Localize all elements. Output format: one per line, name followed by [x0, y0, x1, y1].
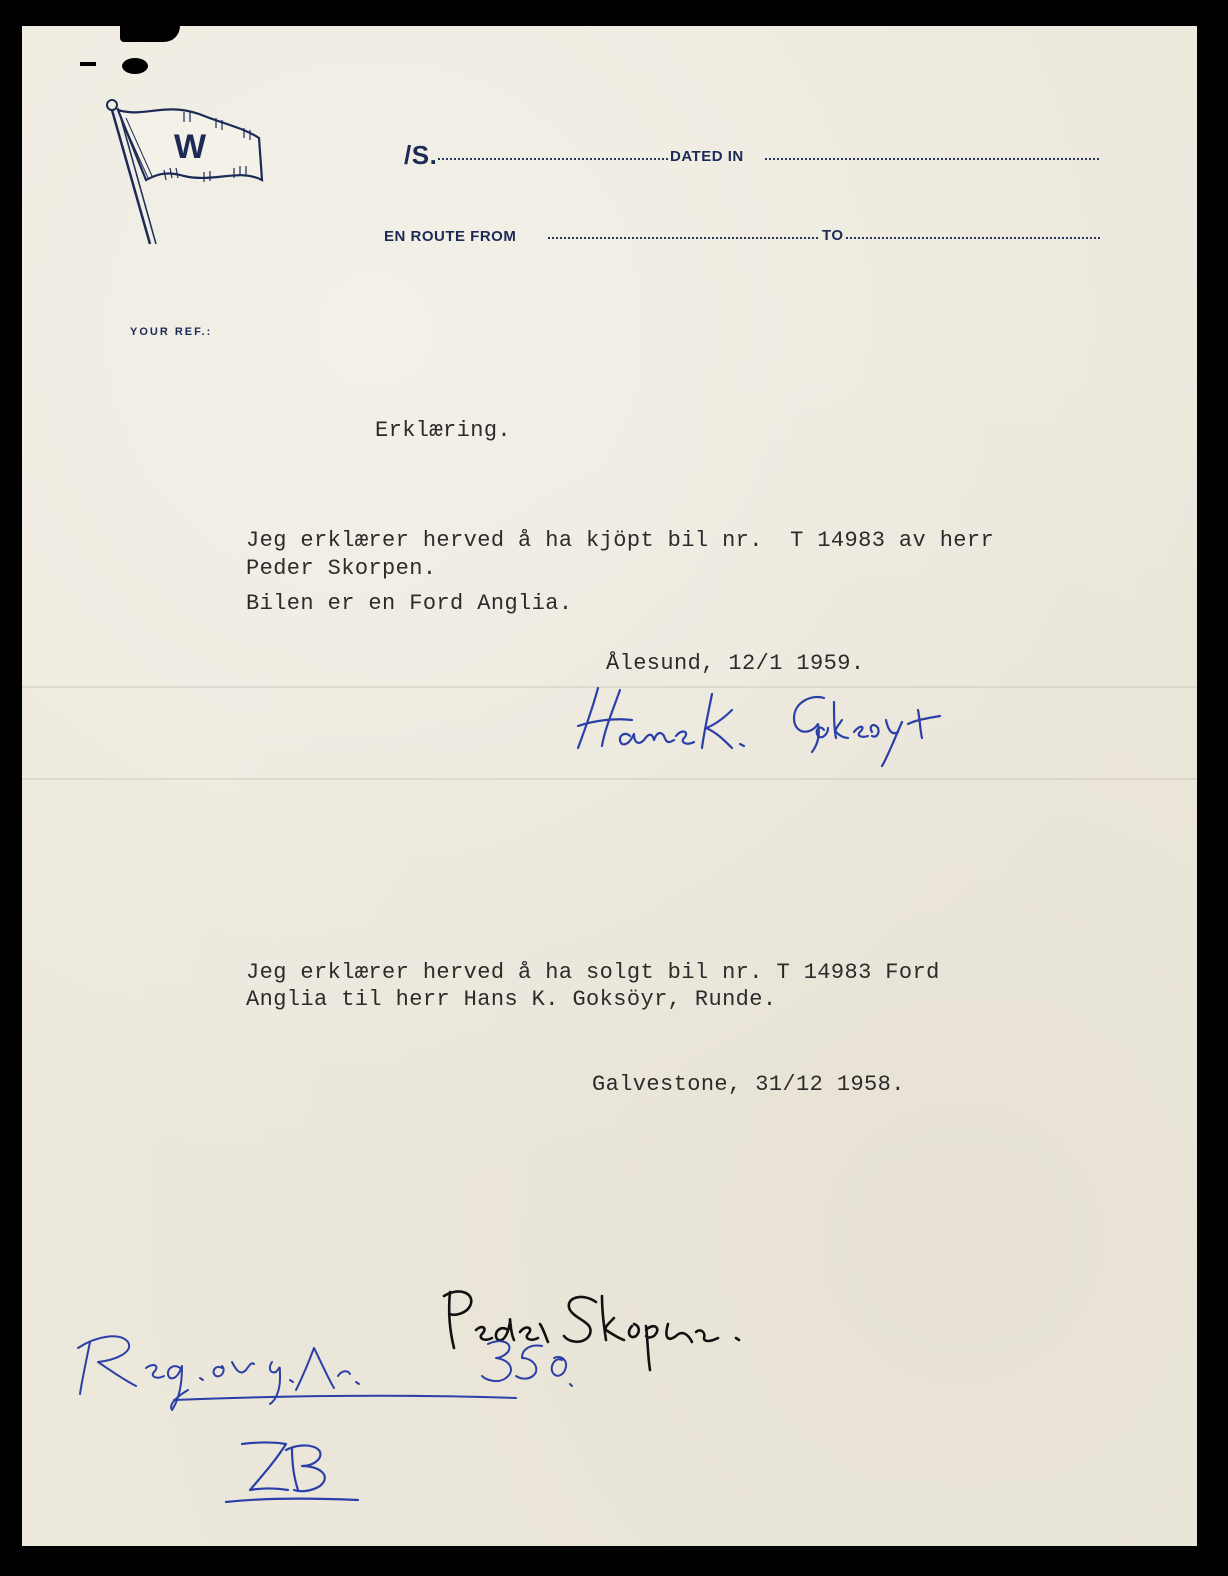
declaration-line-1: Jeg erklærer herved å ha kjöpt bil nr. T 14983 av herr — [246, 528, 995, 553]
your-ref-label: YOUR REF.: — [130, 326, 213, 338]
ship-label: /S. — [404, 140, 438, 170]
sale-line-1: Jeg erklærer herved å ha solgt bil nr. T 14983 Ford — [246, 960, 940, 985]
buyer-signature — [572, 680, 962, 775]
flag-letter: W — [174, 128, 207, 166]
to-line — [846, 237, 1100, 239]
dated-in-line — [765, 158, 1099, 160]
car-description: Bilen er en Ford Anglia. — [246, 591, 573, 616]
dated-in-label: DATED IN — [670, 148, 744, 165]
sale-line-2: Anglia til herr Hans K. Goksöyr, Runde. — [246, 987, 777, 1012]
document-title: Erklæring. — [375, 418, 512, 443]
initials — [222, 1434, 372, 1514]
en-route-from-label: EN ROUTE FROM — [384, 228, 517, 245]
fold-line — [22, 778, 1197, 780]
to-label: TO — [822, 227, 844, 244]
torn-edge — [120, 26, 180, 42]
company-flag-logo — [104, 98, 269, 250]
ship-name-line — [438, 158, 668, 160]
en-route-from-line — [548, 237, 818, 239]
registry-note — [76, 1318, 576, 1418]
place-date-1: Ålesund, 12/1 1959. — [606, 651, 865, 676]
place-date-2: Galvestone, 31/12 1958. — [592, 1072, 905, 1097]
declaration-line-2: Peder Skorpen. — [246, 556, 437, 581]
torn-edge — [80, 62, 96, 66]
torn-edge — [122, 58, 148, 74]
